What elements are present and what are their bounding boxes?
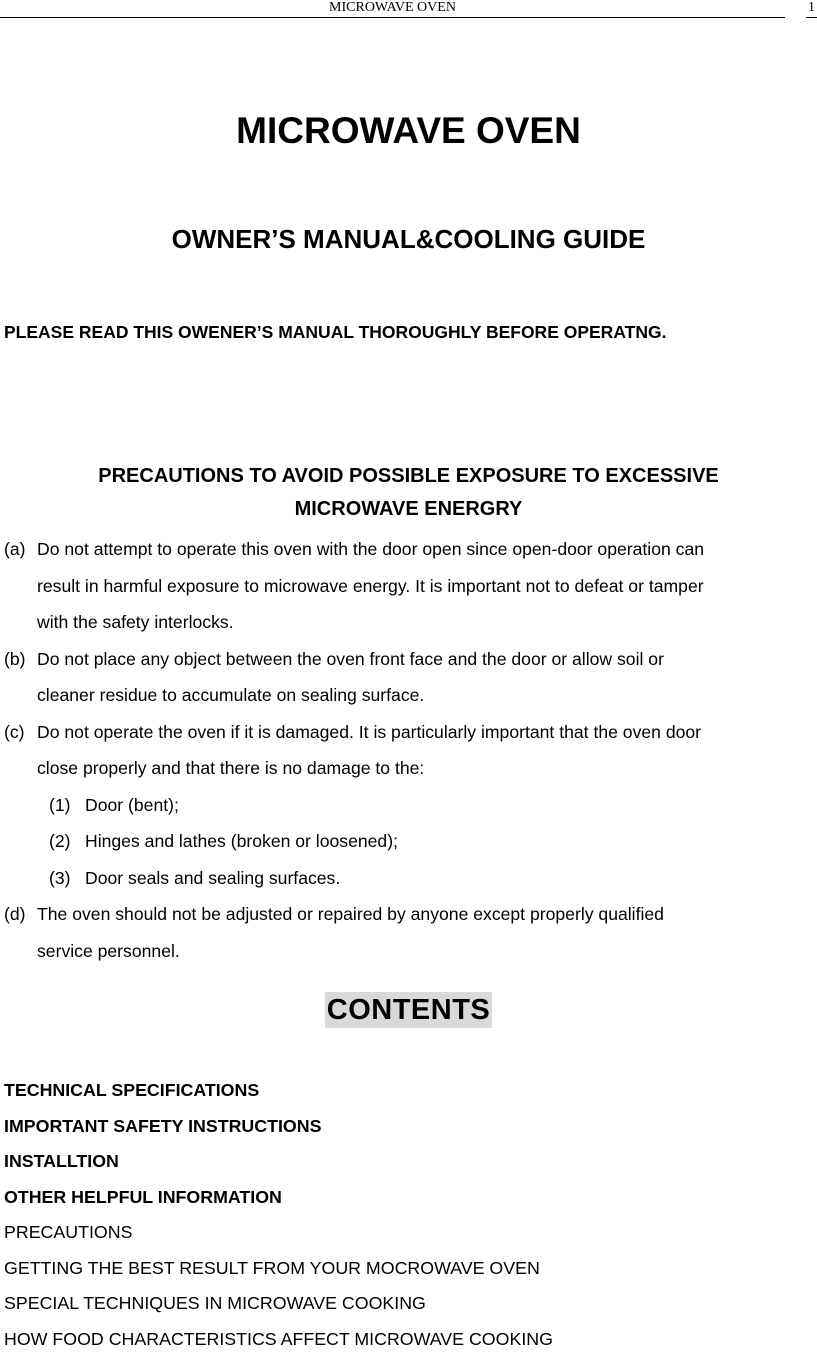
header-rule-page-number (806, 17, 817, 18)
precautions-heading (0, 460, 817, 526)
table-of-contents (4, 1073, 553, 1357)
precaution-item-c (4, 714, 817, 787)
item-marker: (c) (4, 714, 25, 751)
subitem-marker: (1) (49, 787, 71, 824)
toc-entry: SPECIAL TECHNIQUES IN MICROWAVE COOKING (4, 1286, 553, 1322)
toc-entry: HOW FOOD CHARACTERISTICS AFFECT MICROWAVE COOKING (4, 1322, 553, 1357)
precaution-subitem-3 (4, 860, 817, 897)
item-line: Do not attempt to operate this oven with the door open since open-door operation can (37, 531, 817, 568)
precaution-subitem-2 (4, 823, 817, 860)
toc-entry: PRECAUTIONS (4, 1215, 553, 1251)
toc-entry: OTHER HELPFUL INFORMATION (4, 1180, 553, 1216)
toc-entry: GETTING THE BEST RESULT FROM YOUR MOCROWAVE OVEN (4, 1251, 553, 1287)
item-marker: (a) (4, 531, 26, 568)
toc-entry: INSTALLTION (4, 1144, 553, 1180)
running-header (0, 0, 817, 19)
document-subtitle: OWNER’S MANUAL&COOLING GUIDE (0, 222, 817, 256)
precautions-list (4, 531, 817, 969)
contents-heading: CONTENTS (325, 992, 493, 1028)
precautions-heading-line-2: MICROWAVE ENERGRY (0, 493, 817, 526)
item-line: cleaner residue to accumulate on sealing surface. (37, 677, 817, 714)
item-line: service personnel. (37, 933, 817, 970)
precaution-item-d (4, 896, 817, 969)
item-line: result in harmful exposure to microwave energy. It is important not to defeat or tamper (37, 568, 817, 605)
item-line: Do not place any object between the oven front face and the door or allow soil or (37, 641, 817, 678)
subitem-text: Hinges and lathes (broken or loosened); (85, 831, 398, 851)
item-line: Do not operate the oven if it is damaged. It is particularly important that the oven door (37, 714, 817, 751)
precaution-item-a (4, 531, 817, 641)
item-line: with the safety interlocks. (37, 604, 817, 641)
read-manual-notice: PLEASE READ THIS OWENER’S MANUAL THOROUGHLY BEFORE OPERATNG. (4, 320, 666, 344)
subitem-marker: (2) (49, 823, 71, 860)
item-marker: (b) (4, 641, 26, 678)
page-number: 1 (806, 0, 817, 16)
contents-heading-wrap (0, 992, 817, 1028)
header-rule (0, 17, 785, 18)
subitem-text: Door (bent); (85, 795, 179, 815)
running-header-title: MICROWAVE OVEN (0, 0, 785, 16)
precaution-subitem-1 (4, 787, 817, 824)
document-title: MICROWAVE OVEN (0, 106, 817, 156)
toc-entry: IMPORTANT SAFETY INSTRUCTIONS (4, 1109, 553, 1145)
subitem-marker: (3) (49, 860, 71, 897)
toc-entry: TECHNICAL SPECIFICATIONS (4, 1073, 553, 1109)
precaution-item-b (4, 641, 817, 714)
item-marker: (d) (4, 896, 26, 933)
item-line: close properly and that there is no damage to the: (37, 750, 817, 787)
precautions-heading-line-1: PRECAUTIONS TO AVOID POSSIBLE EXPOSURE TO EXCESSIVE (0, 460, 817, 493)
item-line: The oven should not be adjusted or repaired by anyone except properly qualified (37, 896, 817, 933)
subitem-text: Door seals and sealing surfaces. (85, 868, 340, 888)
